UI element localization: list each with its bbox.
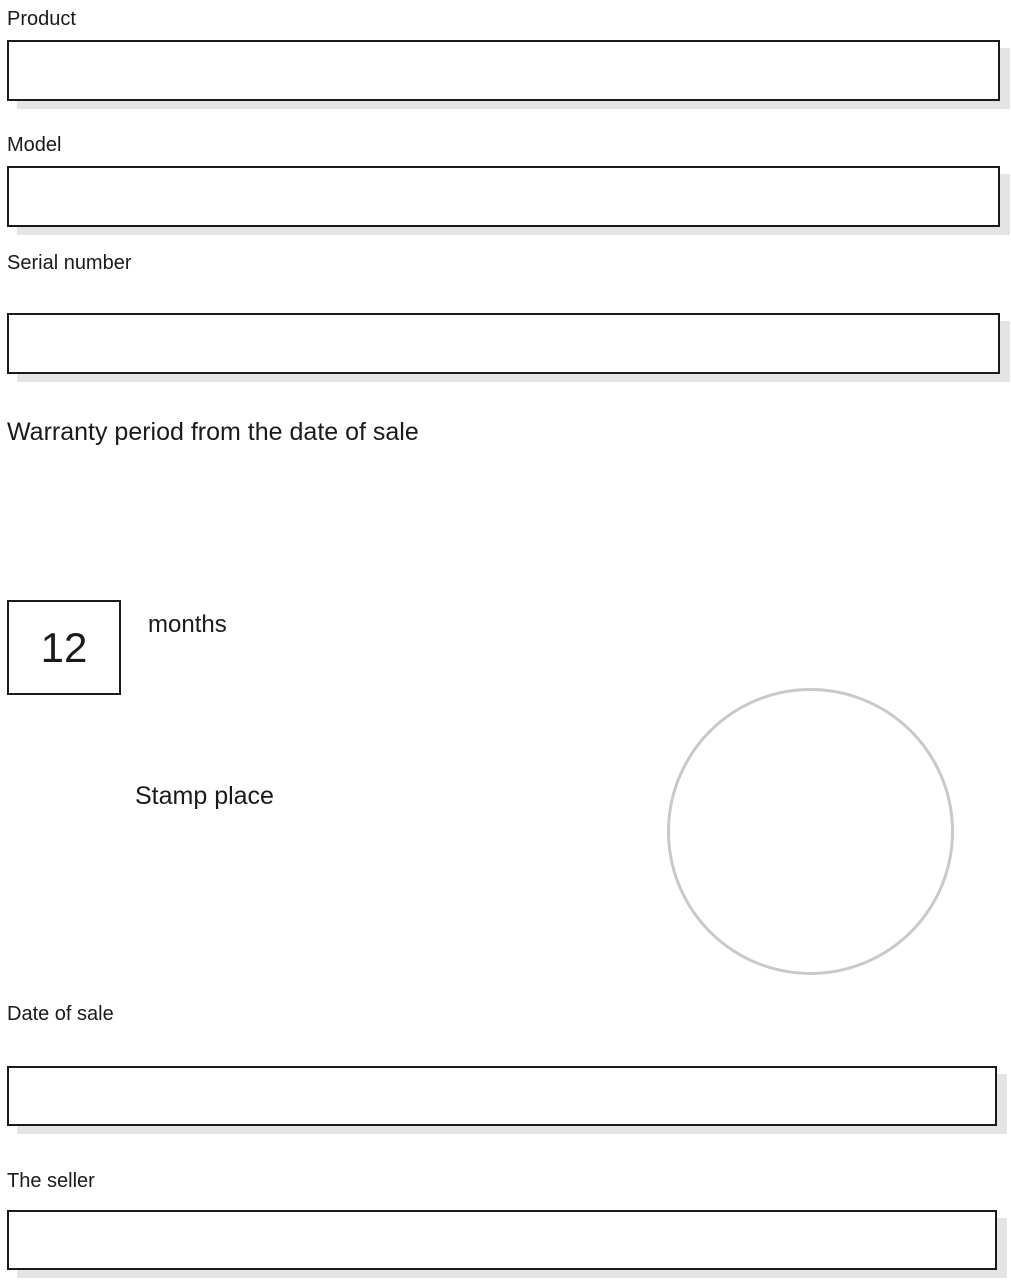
stamp-place-label: Stamp place [135, 782, 274, 810]
date-of-sale-label: Date of sale [7, 1003, 114, 1025]
seller-field[interactable] [7, 1210, 997, 1270]
product-field[interactable] [7, 40, 1000, 101]
model-label: Model [7, 134, 62, 156]
seller-label: The seller [7, 1170, 95, 1192]
product-label: Product [7, 8, 76, 30]
warranty-period-unit: months [148, 611, 227, 638]
warranty-period-value: 12 [40, 623, 88, 671]
stamp-circle [667, 688, 954, 975]
serial-number-label: Serial number [7, 252, 132, 274]
date-of-sale-field[interactable] [7, 1066, 997, 1126]
serial-number-field[interactable] [7, 313, 1000, 374]
warranty-heading: Warranty period from the date of sale [7, 418, 419, 446]
model-field[interactable] [7, 166, 1000, 227]
warranty-period-box [7, 600, 121, 695]
